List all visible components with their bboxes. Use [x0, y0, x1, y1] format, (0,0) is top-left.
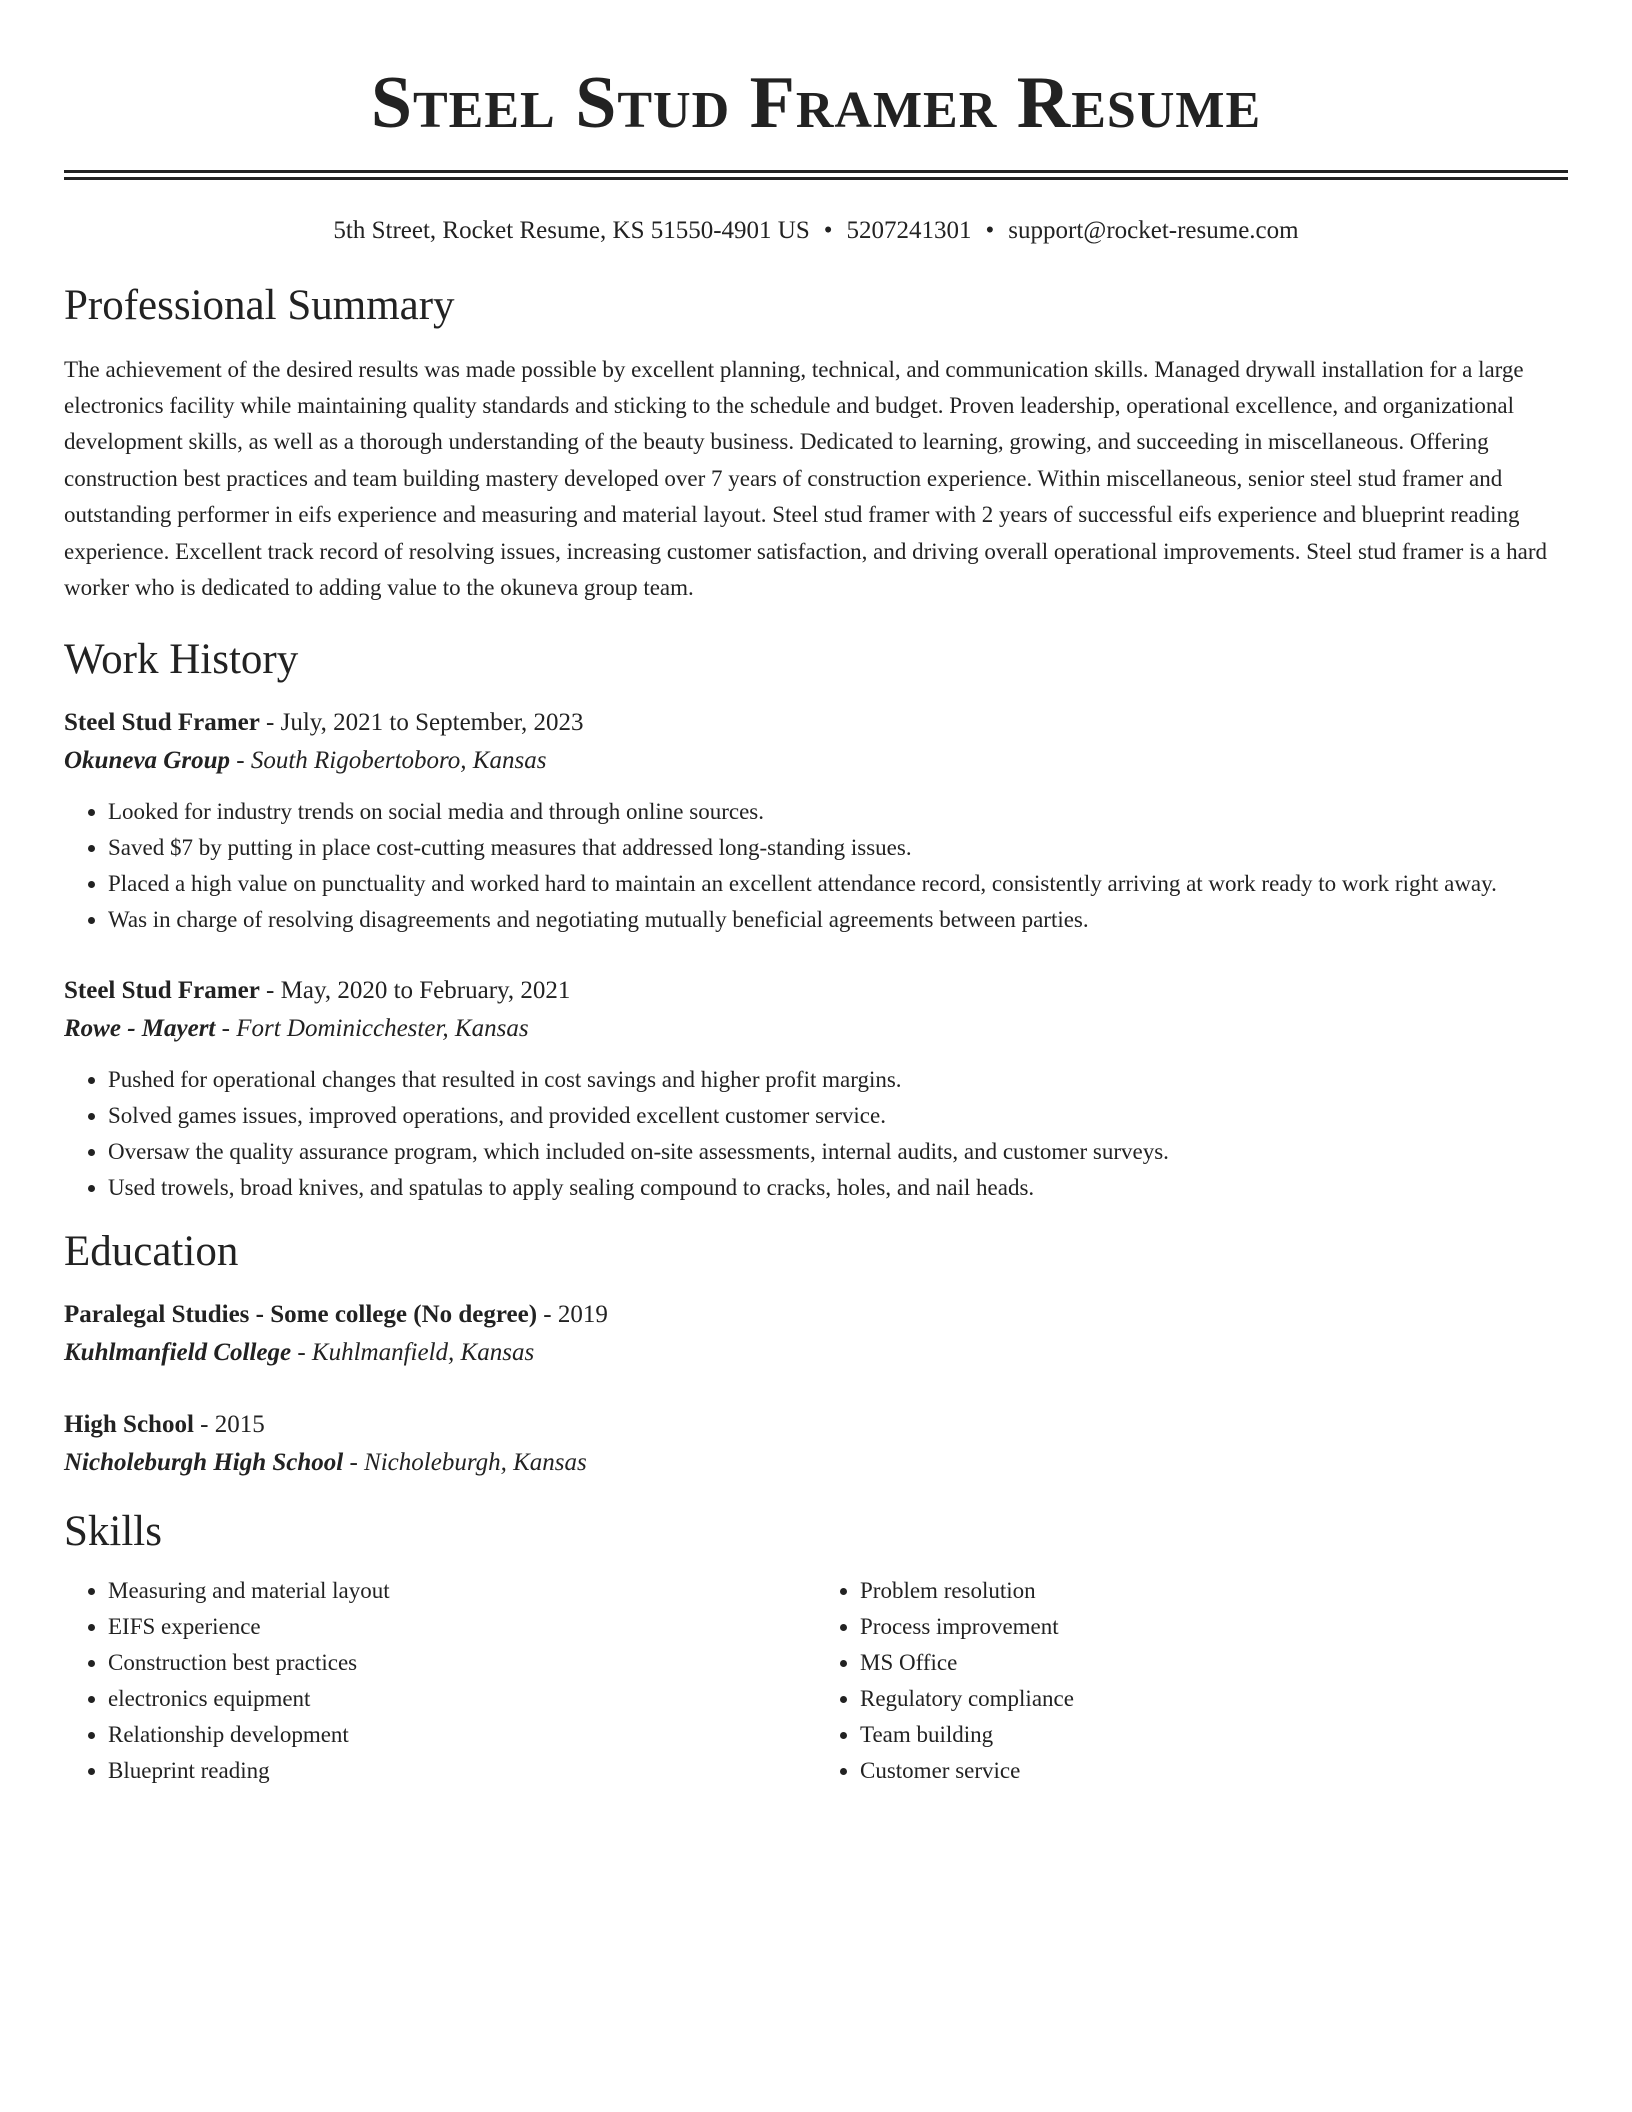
list-item: • Solved games issues, improved operations, and provided excellent customer service. — [108, 1098, 1568, 1134]
skill-item: • MS Office — [860, 1645, 1568, 1681]
degree-name: High School — [64, 1410, 194, 1438]
school-line — [64, 1444, 1568, 1482]
skill-item: • Regulatory compliance — [860, 1681, 1568, 1717]
list-item: • Saved $7 by putting in place cost-cutting measures that addressed long-standing issues. — [108, 830, 1568, 866]
degree-year: - 2015 — [193, 1410, 265, 1438]
skill-item: • EIFS experience — [108, 1609, 816, 1645]
job-entry — [64, 972, 1568, 1206]
job-entry — [64, 704, 1568, 938]
degree-name: Paralegal Studies - Some college (No degree) — [64, 1300, 538, 1328]
job-company: Rowe - Mayert — [64, 1015, 216, 1043]
education-entry — [64, 1406, 1568, 1482]
school-name: Kuhlmanfield College — [64, 1338, 292, 1366]
job-title: Steel Stud Framer — [64, 977, 260, 1005]
job-company: Okuneva Group — [64, 747, 230, 775]
job-dates: - July, 2021 to September, 2023 — [259, 709, 584, 737]
degree-line — [64, 1406, 1568, 1444]
job-dates: - May, 2020 to February, 2021 — [259, 977, 571, 1005]
degree-line — [64, 1296, 1568, 1334]
job-title-line — [64, 704, 1568, 742]
skill-item: • Blueprint reading — [108, 1753, 816, 1789]
contact-email: support@rocket-resume.com — [1008, 217, 1299, 244]
title-double-rule — [64, 170, 1568, 180]
skill-item: • Team building — [860, 1717, 1568, 1753]
skills-heading: Skills — [64, 1507, 162, 1555]
skill-item: • Process improvement — [860, 1609, 1568, 1645]
job-company-line — [64, 742, 1568, 780]
list-item: • Oversaw the quality assurance program, which included on-site assessments, internal audits, and customer surveys. — [108, 1134, 1568, 1170]
list-item: • Used trowels, broad knives, and spatulas to apply sealing compound to cracks, holes, and nail heads. — [108, 1170, 1568, 1206]
skills-list-right — [816, 1573, 1568, 1789]
job-bullets — [64, 794, 1568, 938]
list-item: • Placed a high value on punctuality and worked hard to maintain an excellent attendance record, consistently arriving at work ready to work right away. — [108, 866, 1568, 902]
job-bullets — [64, 1062, 1568, 1206]
skill-item: • Customer service — [860, 1753, 1568, 1789]
contact-separator: • — [985, 217, 995, 244]
skill-item: • Problem resolution — [860, 1573, 1568, 1609]
contact-phone: 5207241301 — [846, 217, 972, 244]
education-entry — [64, 1296, 1568, 1372]
school-location: - Nicholeburgh, Kansas — [343, 1448, 587, 1476]
contact-line — [64, 216, 1568, 246]
skills-columns — [64, 1573, 1568, 1789]
skill-item: • Construction best practices — [108, 1645, 816, 1681]
school-name: Nicholeburgh High School — [64, 1448, 344, 1476]
skill-item: • Measuring and material layout — [108, 1573, 816, 1609]
summary-text: The achievement of the desired results was made possible by excellent planning, technical, and communication skills. Managed drywall installation for a large electronics facility while maintaining quality standards and sticking to the schedule and budget. Proven leadership, operational excellence, and organizational development skills, as well as a thorough understanding of the beauty business. Dedicated to learning, growing, and succeeding in miscellaneous. Offering construction best practices and team building mastery developed over 7 years of construction experience. Within miscellaneous, senior steel stud framer and outstanding performer in eifs experience and measuring and material layout. Steel stud framer with 2 years of successful eifs experience and blueprint reading experience. Excellent track record of resolving issues, increasing customer satisfaction, and driving overall operational improvements. Steel stud framer is a hard worker who is dedicated to adding value to the okuneva group team. — [64, 356, 1547, 601]
job-title: Steel Stud Framer — [64, 709, 260, 737]
summary-heading: Professional Summary — [64, 282, 455, 329]
skill-item: • Relationship development — [108, 1717, 816, 1753]
job-company-line — [64, 1010, 1568, 1048]
skills-list-left — [64, 1573, 816, 1789]
work-history-heading: Work History — [64, 636, 299, 684]
school-line — [64, 1334, 1568, 1372]
degree-year: - 2019 — [537, 1300, 608, 1328]
resume-title: Steel Stud Framer Resume — [370, 62, 1262, 144]
list-item: • Was in charge of resolving disagreements and negotiating mutually beneficial agreements between parties. — [108, 902, 1568, 938]
skill-item: • electronics equipment — [108, 1681, 816, 1717]
contact-separator: • — [823, 217, 833, 244]
contact-address: 5th Street, Rocket Resume, KS 51550-4901 US — [333, 217, 810, 244]
job-location: - Fort Dominicchester, Kansas — [215, 1015, 529, 1043]
school-location: - Kuhlmanfield, Kansas — [291, 1338, 535, 1366]
education-heading: Education — [64, 1228, 239, 1276]
job-location: - South Rigobertoboro, Kansas — [230, 747, 547, 775]
list-item: • Pushed for operational changes that resulted in cost savings and higher profit margins. — [108, 1062, 1568, 1098]
list-item: • Looked for industry trends on social media and through online sources. — [108, 794, 1568, 830]
job-title-line — [64, 972, 1568, 1010]
